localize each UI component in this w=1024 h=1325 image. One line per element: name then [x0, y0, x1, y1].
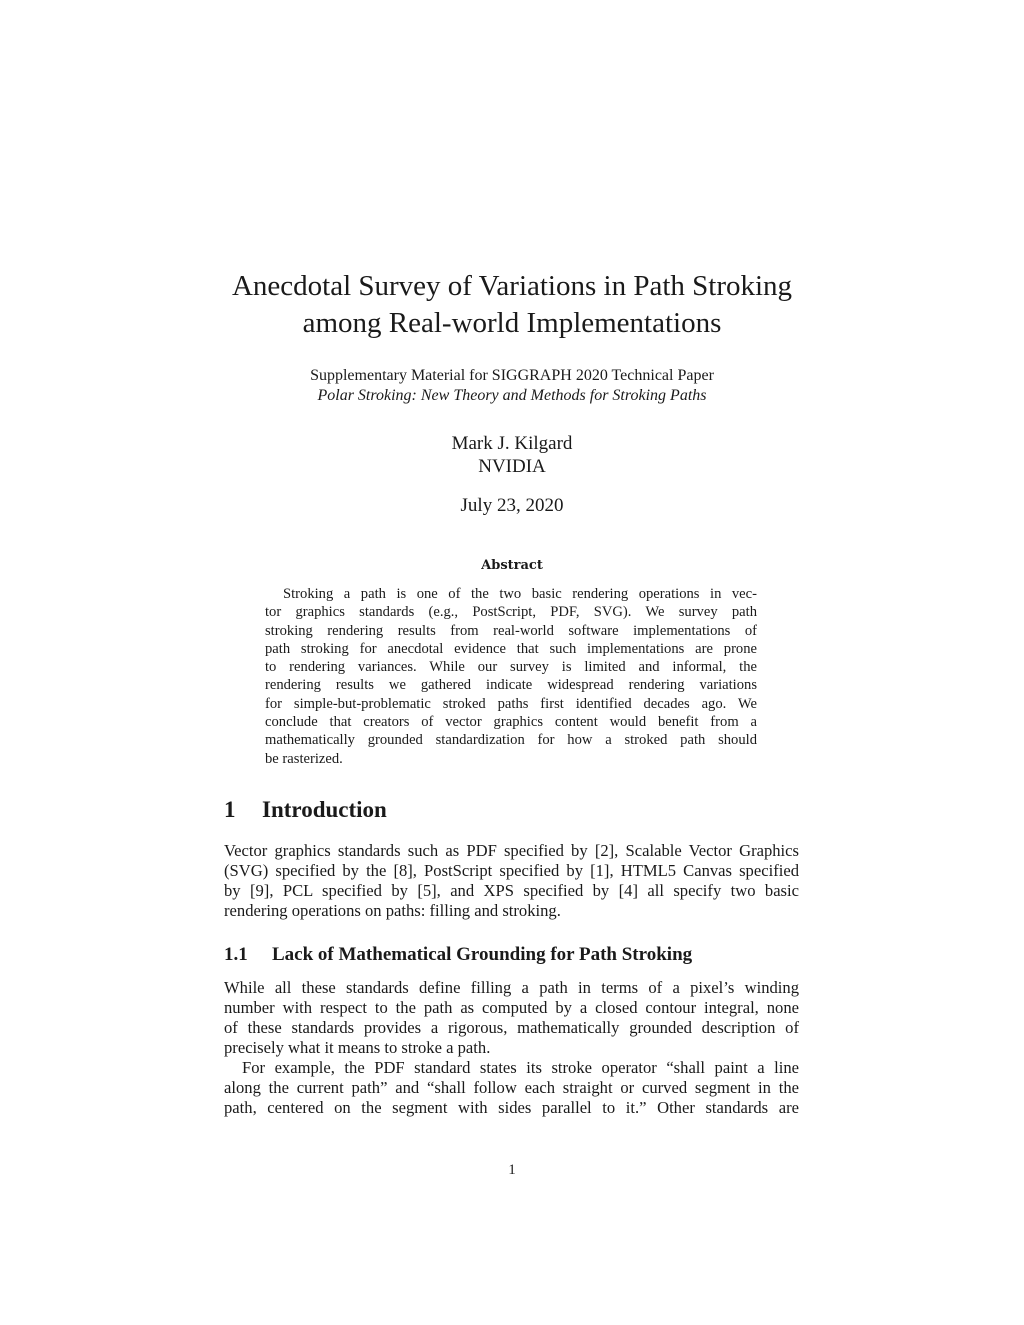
section-title: Introduction — [262, 797, 387, 822]
page-number: 1 — [508, 1162, 516, 1178]
body-line: path, centered on the segment with sides parallel to it.” Other standards are — [224, 1098, 799, 1117]
body-line: Vector graphics standards such as PDF specified by [2], Scalable Vector Graphics — [224, 841, 799, 860]
body-line: precisely what it means to stroke a path. — [224, 1038, 491, 1057]
abstract-line: rendering results we gathered indicate widespread rendering variations — [265, 677, 757, 694]
body-line: rendering operations on paths: filling and stroking. — [224, 901, 561, 920]
subsection-paragraph-2 — [224, 1058, 799, 1118]
section-number: 1 — [224, 797, 236, 822]
body-line: (SVG) specified by the [8], PostScript specified by [1], HTML5 Canvas specified — [224, 861, 799, 880]
abstract-line: tor graphics standards (e.g., PostScript, PDF, SVG). We survey path — [265, 604, 757, 621]
body-line: For example, the PDF standard states its stroke operator “shall paint a line — [242, 1058, 799, 1077]
title-line: Anecdotal Survey of Variations in Path Stroking — [231, 270, 793, 302]
subsection-number: 1.1 — [224, 944, 248, 965]
body-line: along the current path” and “shall follow each straight or curved segment in the — [224, 1078, 799, 1097]
body-line: While all these standards define filling a path in terms of a pixel’s winding — [224, 978, 799, 997]
abstract-line: path stroking for anecdotal evidence that such implementations are prone — [265, 640, 757, 657]
abstract-line: be rasterized. — [265, 750, 343, 767]
section-heading-introduction — [224, 797, 387, 823]
body-line: number with respect to the path as computed by a closed contour integral, none — [224, 998, 799, 1017]
author-block — [0, 432, 1024, 478]
title-line: among Real-world Implementations — [302, 307, 722, 339]
subsection-paragraph-1 — [224, 978, 799, 1058]
abstract-line: for simple-but-problematic stroked paths first identified decades ago. We — [265, 695, 757, 712]
abstract-line: Stroking a path is one of the two basic rendering operations in vec- — [283, 586, 757, 602]
abstract-body — [265, 585, 757, 768]
author-affiliation: NVIDIA — [478, 456, 546, 477]
date: July 23, 2020 — [460, 495, 564, 516]
subtitle-paper-title: Polar Stroking: New Theory and Methods for Stroking Paths — [317, 387, 707, 404]
author-name: Mark J. Kilgard — [451, 433, 573, 454]
subtitle-block — [0, 366, 1024, 406]
abstract-line: to rendering variances. While our survey is limited and informal, the — [265, 659, 757, 676]
body-line: by [9], PCL specified by [5], and XPS specified by [4] all specify two basic — [224, 881, 799, 900]
abstract-line: mathematically grounded standardization for how a stroked path should — [265, 732, 757, 749]
abstract-line: conclude that creators of vector graphics content would benefit from a — [265, 714, 757, 731]
body-line: of these standards provides a rigorous, mathematically grounded description of — [224, 1018, 799, 1037]
subsection-heading — [224, 944, 692, 966]
abstract-heading: Abstract — [481, 558, 543, 573]
paper-title — [0, 268, 1024, 342]
subtitle: Supplementary Material for SIGGRAPH 2020 Technical Paper — [310, 367, 714, 384]
subsection-title: Lack of Mathematical Grounding for Path Stroking — [272, 944, 693, 965]
abstract-line: stroking rendering results from real-world software implementations of — [265, 622, 757, 639]
introduction-paragraph — [224, 841, 799, 921]
